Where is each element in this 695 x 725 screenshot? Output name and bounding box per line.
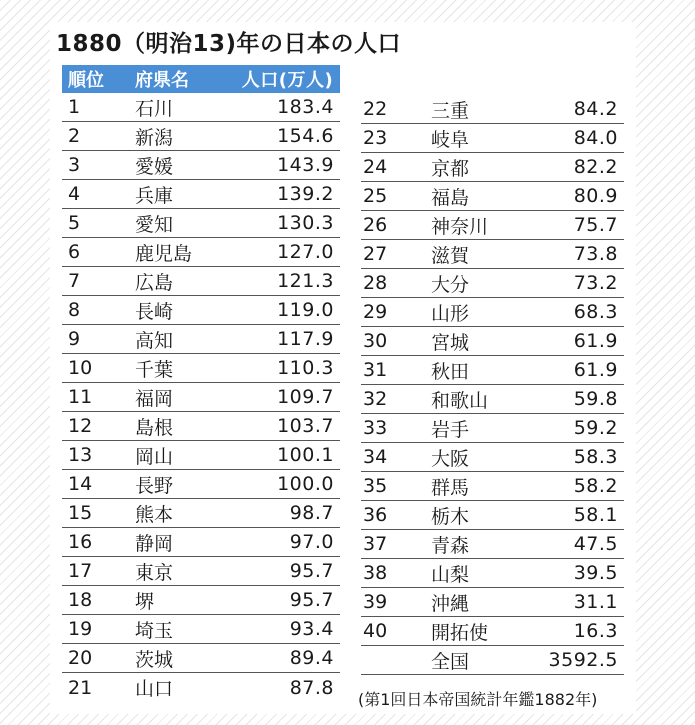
- prefecture-cell: 福島: [431, 186, 470, 209]
- rank-cell: 7: [68, 270, 81, 292]
- prefecture-cell: 神奈川: [431, 215, 489, 238]
- prefecture-cell: 宮城: [431, 331, 470, 354]
- prefecture-cell: 新潟: [135, 126, 174, 149]
- population-cell: 84.2: [573, 98, 618, 120]
- population-cell: 154.6: [277, 125, 334, 147]
- rank-cell: 36: [363, 504, 388, 526]
- table-row: [62, 615, 340, 644]
- prefecture-cell: 石川: [135, 97, 174, 120]
- population-cell: 58.3: [573, 446, 618, 468]
- rank-cell: 13: [68, 444, 93, 466]
- prefecture-cell: 高知: [135, 329, 174, 352]
- prefecture-cell: 開拓使: [431, 621, 489, 644]
- prefecture-cell: 全国: [431, 650, 470, 673]
- prefecture-cell: 東京: [135, 561, 174, 584]
- rank-cell: 10: [68, 357, 93, 379]
- table-row: [62, 644, 340, 673]
- table-row: [361, 269, 624, 298]
- rank-cell: 18: [68, 589, 93, 611]
- prefecture-cell: 静岡: [135, 532, 174, 555]
- prefecture-cell: 兵庫: [135, 184, 174, 207]
- population-cell: 97.0: [289, 531, 334, 553]
- population-cell: 100.1: [277, 444, 334, 466]
- rank-cell: 23: [363, 127, 388, 149]
- rank-cell: 12: [68, 415, 93, 437]
- rank-cell: 11: [68, 386, 93, 408]
- population-cell: 183.4: [277, 96, 334, 118]
- population-cell: 109.7: [277, 386, 334, 408]
- rank-cell: 22: [363, 98, 388, 120]
- rank-cell: 28: [363, 272, 388, 294]
- population-cell: 103.7: [277, 415, 334, 437]
- rank-cell: 19: [68, 618, 93, 640]
- population-cell: 100.0: [277, 473, 334, 495]
- table-row: [62, 499, 340, 528]
- prefecture-cell: 愛知: [135, 213, 174, 236]
- population-cell: 31.1: [573, 591, 618, 613]
- rank-cell: 25: [363, 185, 388, 207]
- population-cell: 59.2: [573, 417, 618, 439]
- source-note: (第1回日本帝国統計年鑑1882年): [358, 690, 598, 709]
- population-cell: 95.7: [289, 589, 334, 611]
- population-cell: 73.8: [573, 243, 618, 265]
- table-row: [62, 122, 340, 151]
- table-row: [62, 151, 340, 180]
- table-row: [62, 180, 340, 209]
- rank-cell: 35: [363, 475, 388, 497]
- rank-cell: 40: [363, 620, 388, 642]
- prefecture-cell: 京都: [431, 157, 470, 180]
- population-cell: 98.7: [289, 502, 334, 524]
- table-row: [361, 559, 624, 588]
- table-row: [62, 354, 340, 383]
- table-body-right: [361, 95, 624, 675]
- table-row: [361, 182, 624, 211]
- header-rank: 順位: [68, 70, 104, 91]
- table-row: [361, 646, 624, 675]
- population-cell: 127.0: [277, 241, 334, 263]
- rank-cell: 24: [363, 156, 388, 178]
- table-header: [62, 65, 340, 93]
- population-cell: 61.9: [573, 359, 618, 381]
- population-cell: 87.8: [289, 676, 334, 699]
- header-prefecture: 府県名: [135, 70, 189, 91]
- rank-cell: 27: [363, 243, 388, 265]
- rank-cell: 1: [68, 96, 81, 118]
- rank-cell: 31: [363, 359, 388, 381]
- population-cell: 82.2: [573, 156, 618, 178]
- rank-cell: 8: [68, 299, 81, 321]
- rank-cell: 17: [68, 560, 93, 582]
- prefecture-cell: 鹿児島: [135, 242, 193, 265]
- rank-cell: 30: [363, 330, 388, 352]
- rank-cell: 15: [68, 502, 93, 524]
- rank-cell: 37: [363, 533, 388, 555]
- population-cell: 73.2: [573, 272, 618, 294]
- rank-cell: 3: [68, 154, 81, 176]
- population-cell: 68.3: [573, 301, 618, 323]
- rank-cell: 4: [68, 183, 81, 205]
- table-row: [361, 472, 624, 501]
- population-cell: 47.5: [573, 533, 618, 555]
- prefecture-cell: 大阪: [431, 447, 470, 470]
- table-row: [361, 95, 624, 124]
- prefecture-cell: 岡山: [135, 445, 174, 468]
- table-row: [62, 412, 340, 441]
- rank-cell: 32: [363, 388, 388, 410]
- prefecture-cell: 島根: [135, 416, 174, 439]
- table-row: [62, 557, 340, 586]
- population-cell: 119.0: [277, 299, 334, 321]
- rank-cell: 38: [363, 562, 388, 584]
- prefecture-cell: 群馬: [431, 476, 470, 499]
- rank-cell: 29: [363, 301, 388, 323]
- population-cell: 59.8: [573, 388, 618, 410]
- table-row: [62, 441, 340, 470]
- prefecture-cell: 山梨: [431, 563, 470, 586]
- prefecture-cell: 埼玉: [135, 619, 174, 642]
- table-row: [62, 238, 340, 267]
- table-row: [62, 586, 340, 615]
- prefecture-cell: 三重: [431, 99, 470, 122]
- population-cell: 75.7: [573, 214, 618, 236]
- prefecture-cell: 堺: [135, 590, 155, 613]
- prefecture-cell: 熊本: [135, 503, 174, 526]
- population-cell: 130.3: [277, 212, 334, 234]
- prefecture-cell: 秋田: [431, 360, 470, 383]
- prefecture-cell: 岩手: [431, 418, 470, 441]
- table-row: [62, 528, 340, 557]
- prefecture-cell: 福岡: [135, 387, 174, 410]
- table-row: [361, 211, 624, 240]
- table-row: [361, 153, 624, 182]
- table-row: [361, 240, 624, 269]
- rank-cell: 39: [363, 591, 388, 613]
- population-cell: 143.9: [277, 154, 334, 176]
- table-row: [361, 298, 624, 327]
- table-row: [361, 124, 624, 153]
- page-title: 1880（明治13)年の日本の人口: [56, 31, 402, 57]
- population-cell: 139.2: [277, 183, 334, 205]
- table-row: [361, 385, 624, 414]
- rank-cell: 6: [68, 241, 81, 263]
- population-cell: 58.2: [573, 475, 618, 497]
- prefecture-cell: 愛媛: [135, 155, 174, 178]
- table-row: [62, 325, 340, 354]
- table-row: [62, 267, 340, 296]
- rank-cell: 33: [363, 417, 388, 439]
- population-cell: 84.0: [573, 127, 618, 149]
- table-row: [62, 470, 340, 499]
- population-cell: 89.4: [289, 647, 334, 669]
- population-cell: 117.9: [277, 328, 334, 350]
- prefecture-cell: 山口: [135, 678, 174, 700]
- population-cell: 61.9: [573, 330, 618, 352]
- header-population: 人口(万人): [241, 70, 334, 91]
- prefecture-cell: 長崎: [135, 300, 174, 323]
- prefecture-cell: 和歌山: [431, 389, 489, 412]
- table-row: [361, 617, 624, 646]
- population-cell: 121.3: [277, 270, 334, 292]
- table-row: [361, 588, 624, 617]
- table-row: [62, 673, 340, 702]
- table-row: [62, 93, 340, 122]
- population-cell: 95.7: [289, 560, 334, 582]
- table-row: [361, 443, 624, 472]
- table-row: [62, 383, 340, 412]
- prefecture-cell: 千葉: [135, 358, 174, 381]
- table-row: [62, 209, 340, 238]
- population-cell: 58.1: [573, 504, 618, 526]
- prefecture-cell: 沖縄: [431, 592, 470, 615]
- prefecture-cell: 大分: [431, 273, 470, 296]
- table-row: [361, 530, 624, 559]
- table-row: [361, 414, 624, 443]
- prefecture-cell: 長野: [135, 474, 174, 497]
- rank-cell: 20: [68, 647, 93, 669]
- rank-cell: 26: [363, 214, 388, 236]
- rank-cell: 34: [363, 446, 388, 468]
- population-cell: 80.9: [573, 185, 618, 207]
- population-cell: 3592.5: [548, 649, 618, 671]
- prefecture-cell: 岐阜: [431, 128, 470, 151]
- table-body-left: [62, 93, 340, 702]
- population-cell: 16.3: [573, 620, 618, 642]
- population-table-left: [62, 65, 340, 702]
- population-cell: 93.4: [289, 618, 334, 640]
- population-cell: 110.3: [277, 357, 334, 379]
- prefecture-cell: 山形: [431, 302, 470, 325]
- rank-cell: 9: [68, 328, 81, 350]
- table-row: [361, 356, 624, 385]
- rank-cell: 16: [68, 531, 93, 553]
- rank-cell: 14: [68, 473, 93, 495]
- prefecture-cell: 広島: [135, 271, 174, 294]
- rank-cell: 2: [68, 125, 81, 147]
- population-cell: 39.5: [573, 562, 618, 584]
- prefecture-cell: 栃木: [431, 505, 470, 528]
- table-row: [62, 296, 340, 325]
- prefecture-cell: 茨城: [135, 648, 174, 671]
- prefecture-cell: 青森: [431, 534, 470, 557]
- rank-cell: 5: [68, 212, 81, 234]
- rank-cell: 21: [68, 676, 93, 699]
- population-table-right: [361, 95, 624, 675]
- table-row: [361, 501, 624, 530]
- prefecture-cell: 滋賀: [431, 244, 470, 267]
- table-row: [361, 327, 624, 356]
